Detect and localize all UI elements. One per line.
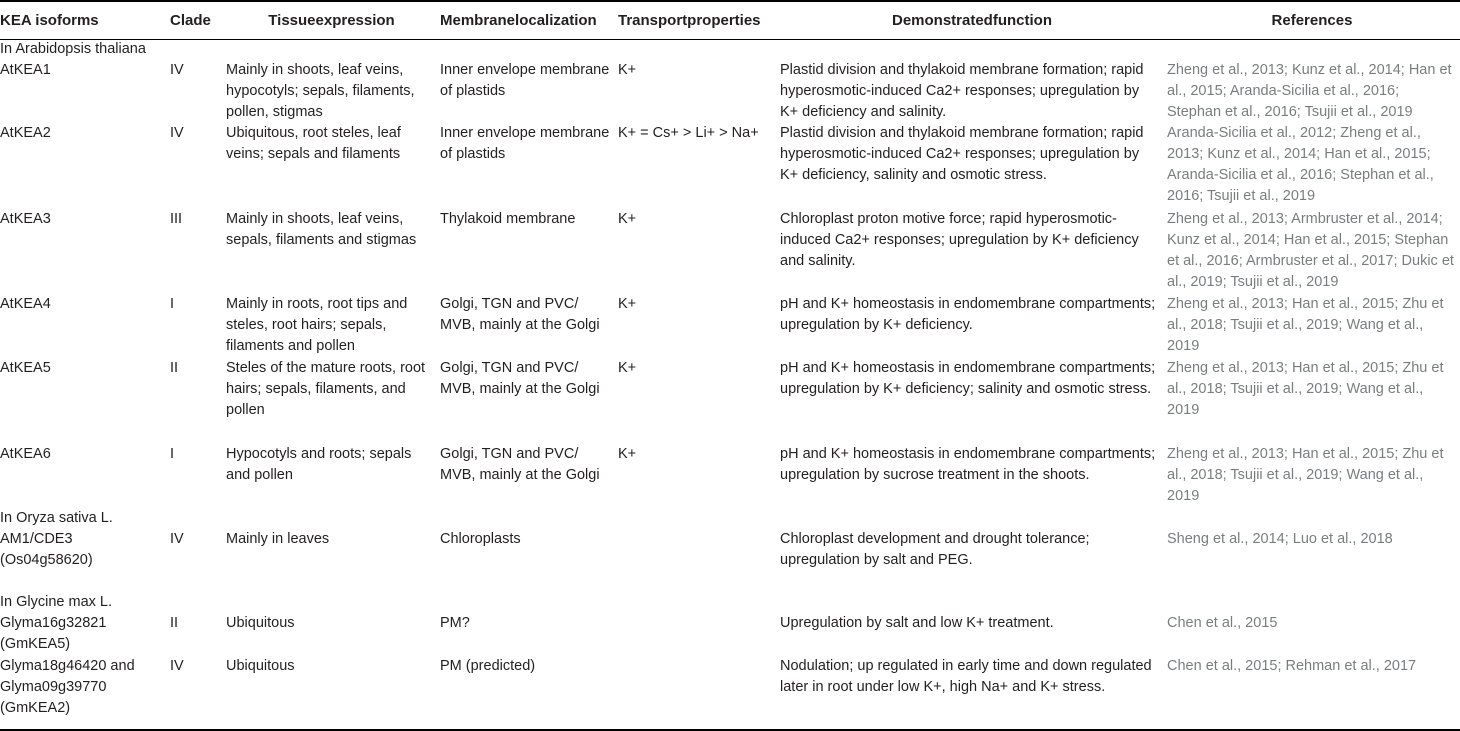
function-cell: Plastid division and thylakoid membrane formation; rapid hyperosmotic-induced Ca2+ responses; upregulation by K+ deficiency and salinity.	[780, 62, 1144, 120]
isoform-cell: AtKEA2	[0, 125, 51, 141]
tissue-cell: Mainly in roots, root tips and steles, root hairs; sepals, filaments and pollen	[226, 296, 408, 354]
transport-cell	[618, 656, 780, 720]
transport-cell: K+	[618, 360, 637, 376]
clade-cell: IV	[170, 62, 184, 78]
section-label: In Glycine max L.	[0, 594, 113, 610]
table-row	[0, 209, 1460, 294]
function-cell: pH and K+ homeostasis in endomembrane compartments; upregulation by K+ deficiency.	[780, 296, 1156, 333]
table-row	[0, 529, 1460, 592]
table-row	[0, 444, 1460, 508]
isoform-cell: Glyma18g46420 and Glyma09g39770 (GmKEA2)	[0, 658, 135, 716]
transport-cell	[618, 613, 780, 656]
references-cell: Aranda-Sicilia et al., 2012; Zheng et al., 2013; Kunz et al., 2014; Han et al., 2015; Aranda-Sicilia et al., 2016; Stephan et al., 2016; Tsujii et al., 2019	[1167, 125, 1434, 204]
tissue-cell: Hypocotyls and roots; sepals and pollen	[226, 446, 412, 483]
membrane-cell: Thylakoid membrane	[440, 211, 576, 227]
references-cell: Zheng et al., 2013; Han et al., 2015; Zhu et al., 2018; Tsujii et al., 2019; Wang et al., 2019	[1167, 446, 1444, 504]
table-row	[0, 656, 1460, 720]
header-tissue: Tissueexpression	[268, 12, 395, 29]
header-membrane: Membranelocalization	[440, 12, 597, 29]
references-cell: Sheng et al., 2014; Luo et al., 2018	[1167, 531, 1393, 547]
references-cell: Chen et al., 2015; Rehman et al., 2017	[1167, 658, 1417, 674]
tissue-cell: Ubiquitous	[226, 658, 295, 674]
function-cell: Nodulation; up regulated in early time and down regulated later in root under low K+, high Na+ and K+ stress.	[780, 658, 1152, 695]
function-cell: Upregulation by salt and low K+ treatment.	[780, 615, 1054, 631]
membrane-cell: PM?	[440, 615, 470, 631]
tissue-cell: Steles of the mature roots, root hairs; sepals, filaments, and pollen	[226, 360, 426, 418]
references-cell: Chen et al., 2015	[1167, 615, 1278, 631]
membrane-cell: Golgi, TGN and PVC/ MVB, mainly at the Golgi	[440, 446, 600, 483]
references-cell: Zheng et al., 2013; Han et al., 2015; Zhu et al., 2018; Tsujii et al., 2019; Wang et al., 2019	[1167, 360, 1444, 418]
references-cell: Zheng et al., 2013; Armbruster et al., 2014; Kunz et al., 2014; Han et al., 2015; Stephan et al., 2016; Armbruster et al., 2017; Dukic et al., 2019; Tsujii et al., 2019	[1167, 211, 1454, 290]
kea-isoforms-table	[0, 2, 1460, 720]
transport-cell: K+ = Cs+ > Li+ > Na+	[618, 125, 759, 141]
references-cell: Zheng et al., 2013; Han et al., 2015; Zhu et al., 2018; Tsujii et al., 2019; Wang et al., 2019	[1167, 296, 1444, 354]
section-label: In Arabidopsis thaliana	[0, 41, 146, 57]
isoform-cell: AtKEA5	[0, 360, 51, 376]
clade-cell: IV	[170, 531, 184, 547]
table-body	[0, 39, 1460, 720]
clade-cell: III	[170, 211, 183, 227]
transport-cell	[618, 529, 780, 592]
membrane-cell: Inner envelope membrane of plastids	[440, 125, 610, 162]
isoform-cell: AM1/CDE3 (Os04g58620)	[0, 531, 93, 568]
transport-cell: K+	[618, 62, 637, 78]
header-isoforms: KEA isoforms	[0, 12, 99, 29]
header-references: References	[1271, 12, 1353, 29]
header-row	[0, 2, 1460, 39]
membrane-cell: Inner envelope membrane of plastids	[440, 62, 610, 99]
tissue-cell: Ubiquitous	[226, 615, 295, 631]
tissue-cell: Mainly in shoots, leaf veins, sepals, filaments and stigmas	[226, 211, 417, 248]
transport-cell: K+	[618, 446, 637, 462]
membrane-cell: Chloroplasts	[440, 531, 521, 547]
isoform-cell: Glyma16g32821 (GmKEA5)	[0, 615, 107, 652]
transport-cell: K+	[618, 211, 637, 227]
isoform-cell: AtKEA4	[0, 296, 51, 312]
function-cell: pH and K+ homeostasis in endomembrane compartments; upregulation by K+ deficiency; salinity and osmotic stress.	[780, 360, 1156, 397]
table-row	[0, 613, 1460, 656]
function-cell: Chloroplast proton motive force; rapid hyperosmotic-induced Ca2+ responses; upregulation by K+ deficiency and salinity.	[780, 211, 1139, 269]
membrane-cell: Golgi, TGN and PVC/ MVB, mainly at the Golgi	[440, 360, 600, 397]
clade-cell: I	[170, 296, 175, 312]
clade-cell: II	[170, 615, 179, 631]
isoform-cell: AtKEA6	[0, 446, 51, 462]
header-clade: Clade	[170, 12, 211, 29]
header-transport: Transportproperties	[618, 12, 761, 29]
tissue-cell: Mainly in shoots, leaf veins, hypocotyls; sepals, filaments, pollen, stigmas	[226, 62, 415, 120]
clade-cell: IV	[170, 125, 184, 141]
function-cell: Chloroplast development and drought tolerance; upregulation by salt and PEG.	[780, 531, 1090, 568]
membrane-cell: Golgi, TGN and PVC/ MVB, mainly at the Golgi	[440, 296, 600, 333]
table-row	[0, 60, 1460, 123]
membrane-cell: PM (predicted)	[440, 658, 536, 674]
clade-cell: II	[170, 360, 179, 376]
tissue-cell: Ubiquitous, root steles, leaf veins; sepals and filaments	[226, 125, 401, 162]
transport-cell: K+	[618, 296, 637, 312]
function-cell: pH and K+ homeostasis in endomembrane compartments; upregulation by sucrose treatment in the shoots.	[780, 446, 1156, 483]
tissue-cell: Mainly in leaves	[226, 531, 330, 547]
section-row	[0, 592, 1460, 613]
section-label: In Oryza sativa L.	[0, 510, 113, 526]
function-cell: Plastid division and thylakoid membrane formation; rapid hyperosmotic-induced Ca2+ responses; upregulation by K+ deficiency, salinity and osmotic stress.	[780, 125, 1144, 183]
section-row	[0, 508, 1460, 529]
clade-cell: IV	[170, 658, 184, 674]
header-function: Demonstratedfunction	[891, 12, 1052, 29]
isoform-cell: AtKEA3	[0, 211, 51, 227]
clade-cell: I	[170, 446, 175, 462]
table-row	[0, 358, 1460, 444]
isoform-cell: AtKEA1	[0, 62, 51, 78]
references-cell: Zheng et al., 2013; Kunz et al., 2014; Han et al., 2015; Aranda-Sicilia et al., 2016; Stephan et al., 2016; Tsujii et al., 2019	[1167, 62, 1452, 120]
table-row	[0, 294, 1460, 358]
section-row	[0, 39, 1460, 60]
table-row	[0, 123, 1460, 209]
